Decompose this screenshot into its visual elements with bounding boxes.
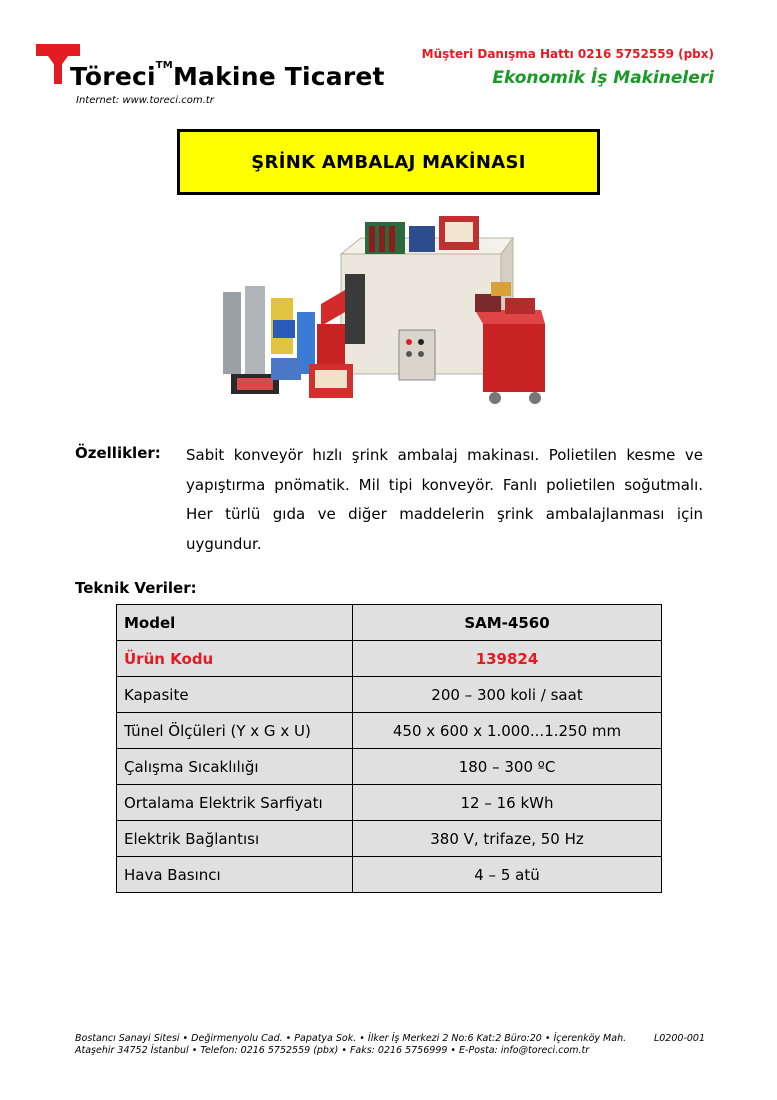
document-code: L0200-001 — [653, 1033, 705, 1044]
spec-value: 200 – 300 koli / saat — [353, 677, 662, 713]
customer-hotline: Müşteri Danışma Hattı 0216 5752559 (pbx) — [421, 47, 714, 61]
page-title: ŞRİNK AMBALAJ MAKİNASI — [251, 151, 526, 173]
tech-specs-table — [116, 604, 662, 893]
features-label: Özellikler: — [75, 444, 161, 462]
spec-label: Çalışma Sıcaklılığı — [117, 749, 353, 785]
spec-label: Kapasite — [117, 677, 353, 713]
title-box — [177, 129, 600, 195]
spec-value: 380 V, trifaze, 50 Hz — [353, 821, 662, 857]
spec-label: Ürün Kodu — [117, 641, 353, 677]
table-row — [117, 713, 662, 749]
trademark: TM — [155, 59, 173, 71]
footer-row — [75, 1033, 705, 1045]
table-row — [117, 785, 662, 821]
footer-contact: Ataşehir 34752 İstanbul • Telefon: 0216 5752559 (pbx) • Faks: 0216 5756999 • E-Posta: info@toreci.com.tr — [75, 1045, 590, 1056]
footer-address: Bostancı Sanayi Sitesi • Değirmenyolu Cad. • Papatya Sok. • İlker İş Merkezi 2 No:6 Kat:2 Büro:20 • İçerenköy Mah. — [75, 1033, 627, 1044]
table-row — [117, 857, 662, 893]
spec-value: 180 – 300 ºC — [353, 749, 662, 785]
shrink-machine-photo — [213, 212, 553, 420]
table-row — [117, 749, 662, 785]
spec-label: Tünel Ölçüleri (Y x G x U) — [117, 713, 353, 749]
table-row — [117, 677, 662, 713]
company-name-suffix: Makine Ticaret — [172, 62, 385, 91]
internet-address: Internet: www.toreci.com.tr — [76, 95, 214, 106]
spec-label: Hava Basıncı — [117, 857, 353, 893]
spec-label: Ortalama Elektrik Sarfiyatı — [117, 785, 353, 821]
spec-value: 450 x 600 x 1.000...1.250 mm — [353, 713, 662, 749]
company-name-main: Töreci — [70, 62, 156, 91]
spec-label: Model — [117, 605, 353, 641]
tagline: Ekonomik İş Makineleri — [492, 68, 714, 88]
features-text: Sabit konveyör hızlı şrink ambalaj makinası. Polietilen kesme ve yapıştırma pnömatik. Mil tipi konveyör. Fanlı polietilen soğutmalı. Her türlü gıda ve diğer maddelerin şrink ambalajlanması için uygundur. — [186, 446, 703, 553]
spec-label: Elektrik Bağlantısı — [117, 821, 353, 857]
spec-value: 139824 — [353, 641, 662, 677]
spec-value: SAM-4560 — [353, 605, 662, 641]
company-name — [70, 59, 385, 91]
spec-value: 4 – 5 atü — [353, 857, 662, 893]
table-row — [117, 821, 662, 857]
table-row — [117, 605, 662, 641]
spec-value: 12 – 16 kWh — [353, 785, 662, 821]
tech-data-label: Teknik Veriler: — [75, 579, 197, 597]
table-row — [117, 641, 662, 677]
footer — [75, 1033, 705, 1057]
footer-row — [75, 1045, 705, 1057]
